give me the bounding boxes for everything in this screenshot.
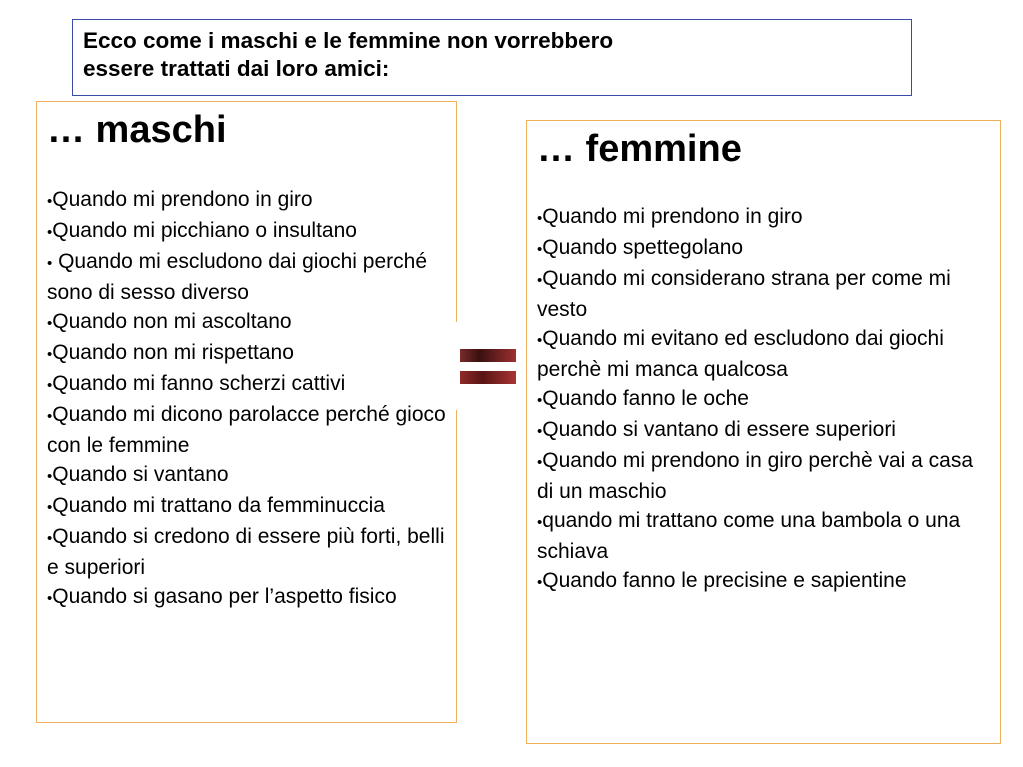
femmine-heading: … femmine [537,128,742,170]
bullet-icon: • [47,255,53,272]
list-item-text: Quando mi prendono in giro [542,205,803,228]
list-item-text: Quando mi evitano ed escludono dai giochi perchè mi manca qualcosa [537,327,944,381]
list-item-text: quando mi trattano come una bambola o una schiava [537,509,961,563]
bullet-icon: • [47,377,53,394]
bullet-icon: • [47,590,53,607]
list-item-text: Quando mi trattano da femminuccia [52,494,385,517]
bullet-icon: • [47,193,53,210]
equals-bar-top [460,349,516,362]
list-item [47,400,448,460]
list-item-text: Quando si gasano per l’aspetto fisico [52,585,397,608]
list-item [47,338,448,369]
slide-title-line-2: essere trattati dai loro amici: [83,56,390,81]
list-item-text: Quando si vantano di essere superiori [542,418,896,441]
bullet-icon: • [537,514,543,531]
maschi-panel [36,101,457,723]
equals-icon [446,322,530,410]
list-item [537,202,992,233]
list-item [537,415,992,446]
list-item-text: Quando mi fanno scherzi cattivi [52,372,346,395]
slide-title [83,27,901,83]
list-item-text: Quando non mi rispettano [52,341,294,364]
list-item-text: Quando mi prendono in giro perchè vai a casa di un maschio [537,449,974,503]
bullet-icon: • [537,241,543,258]
bullet-icon: • [47,315,53,332]
list-item-text: Quando fanno le oche [542,387,749,410]
femmine-panel [526,120,1001,744]
list-item [537,324,992,384]
bullet-icon: • [537,272,543,289]
bullet-icon: • [537,392,543,409]
list-item-text: Quando si credono di essere più forti, belli e superiori [47,525,445,579]
list-item [47,582,448,613]
list-item [537,446,992,506]
list-item [537,566,992,597]
bullet-icon: • [537,454,543,471]
bullet-icon: • [537,574,543,591]
list-item [47,216,448,247]
bullet-icon: • [47,468,53,485]
list-item [47,307,448,338]
title-box [72,19,912,96]
list-item-text: Quando mi considerano strana per come mi vesto [537,267,951,321]
bullet-icon: • [47,408,53,425]
list-item [47,185,448,216]
bullet-icon: • [47,224,53,241]
list-item [537,506,992,566]
bullet-icon: • [47,346,53,363]
femmine-list [537,202,992,597]
list-item-text: Quando mi prendono in giro [52,188,313,211]
list-item [47,247,448,307]
bullet-icon: • [537,332,543,349]
bullet-icon: • [537,210,543,227]
list-item [47,460,448,491]
bullet-icon: • [47,530,53,547]
bullet-icon: • [47,499,53,516]
maschi-heading: … maschi [47,109,227,151]
equals-bar-bottom [460,371,516,384]
list-item-text: Quando non mi ascoltano [52,310,292,333]
list-item-text: Quando fanno le precisine e sapientine [542,569,907,592]
list-item-text: Quando spettegolano [542,236,744,259]
list-item [537,264,992,324]
maschi-list [47,185,448,613]
list-item [47,491,448,522]
list-item-text: Quando mi picchiano o insultano [52,219,357,242]
bullet-icon: • [537,423,543,440]
list-item [47,369,448,400]
list-item [537,233,992,264]
list-item-text: Quando mi escludono dai giochi perché sono di sesso diverso [47,250,428,304]
list-item [47,522,448,582]
list-item [537,384,992,415]
list-item-text: Quando si vantano [52,463,229,486]
list-item-text: Quando mi dicono parolacce perché gioco con le femmine [47,403,446,457]
slide-title-line-1: Ecco come i maschi e le femmine non vorrebbero [83,28,614,53]
